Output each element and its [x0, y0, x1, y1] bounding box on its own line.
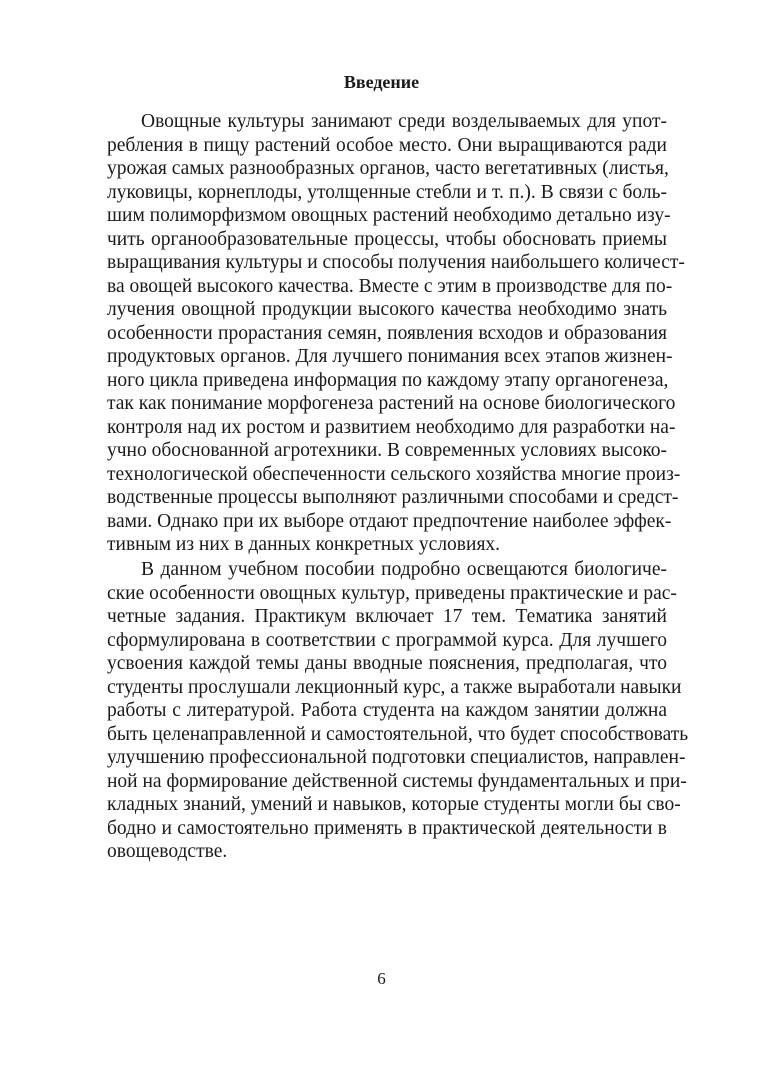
text-line: работы с литературой. Работа студента на каждом занятии должна — [107, 700, 667, 721]
text-line: быть целенаправленной и самостоятельной, что будет способствовать — [107, 723, 689, 745]
text-line: В данном учебном пособии подробно освещаются биологиче- — [141, 559, 667, 580]
text-line: технологической обеспеченности сельского хозяйства многие произ- — [107, 463, 681, 485]
page-number: 6 — [377, 969, 386, 988]
text-line: выращивания культуры и способы получения наибольшего количест- — [107, 252, 685, 273]
text-line: ной на формирование действенной системы фундаментальных и при- — [107, 770, 687, 792]
paragraph-intro — [107, 110, 685, 557]
text-line: лучения овощной продукции высокого качества необходимо знать — [107, 299, 667, 320]
text-line: четные задания. Практикум включает 17 тем. Тематика занятий — [107, 606, 667, 627]
text-line: ребления в пищу растений особое место. Они выращиваются ради — [107, 134, 667, 156]
text-line: особенности прорастания семян, появления всходов и образования — [107, 322, 667, 344]
text-line: усвоения каждой темы даны вводные пояснения, предполагая, что — [107, 653, 667, 674]
text-line: контроля над их ростом и развитием необходимо для разработки на- — [107, 416, 676, 438]
text-line: сформулирована в соответствии с программой курса. Для лучшего — [107, 629, 667, 651]
text-line: учно обоснованной агротехники. В современных условиях высоко- — [107, 440, 668, 461]
section-heading: Введение — [343, 72, 420, 92]
text-line: улучшению профессиональной подготовки специалистов, направлен- — [107, 747, 686, 768]
text-line: ские особенности овощных культур, приведены практические и рас- — [107, 582, 677, 604]
text-line: так как понимание морфогенеза растений на основе биологического — [107, 393, 676, 414]
text-line: продуктовых органов. Для лучшего понимания всех этапов жизнен- — [107, 346, 673, 367]
text-line: бодно и самостоятельно применять в практической деятельности в — [107, 817, 667, 839]
text-line: Овощные культуры занимают среди возделываемых для упот- — [141, 111, 667, 132]
text-line: кладных знаний, умений и навыков, которые студенты могли бы сво- — [107, 794, 681, 815]
text-line: урожая самых разнообразных органов, часто вегетативных (листья, — [107, 158, 669, 179]
text-line: шим полиморфизмом овощных растений необходимо детально изу- — [107, 205, 671, 226]
paragraph-about-manual — [107, 558, 689, 864]
text-line: водственные процессы выполняют различными способами и средст- — [107, 487, 679, 508]
text-line: студенты прослушали лекционный курс, а также выработали навыки — [107, 676, 682, 698]
text-line: луковицы, корнеплоды, утолщенные стебли и т. п.). В связи с боль- — [107, 181, 667, 203]
text-line: ва овощей высокого качества. Вместе с этим в производстве для по- — [107, 275, 673, 297]
text-line: тивным из них в данных конкретных условиях. — [107, 534, 501, 555]
text-line: ного цикла приведена информация по каждому этапу органогенеза, — [107, 369, 669, 391]
text-line: вами. Однако при их выборе отдают предпочтение наиболее эффек- — [107, 510, 672, 532]
text-line: овощеводстве. — [107, 841, 228, 862]
text-line: чить органообразовательные процессы, чтобы обосновать приемы — [107, 228, 667, 250]
